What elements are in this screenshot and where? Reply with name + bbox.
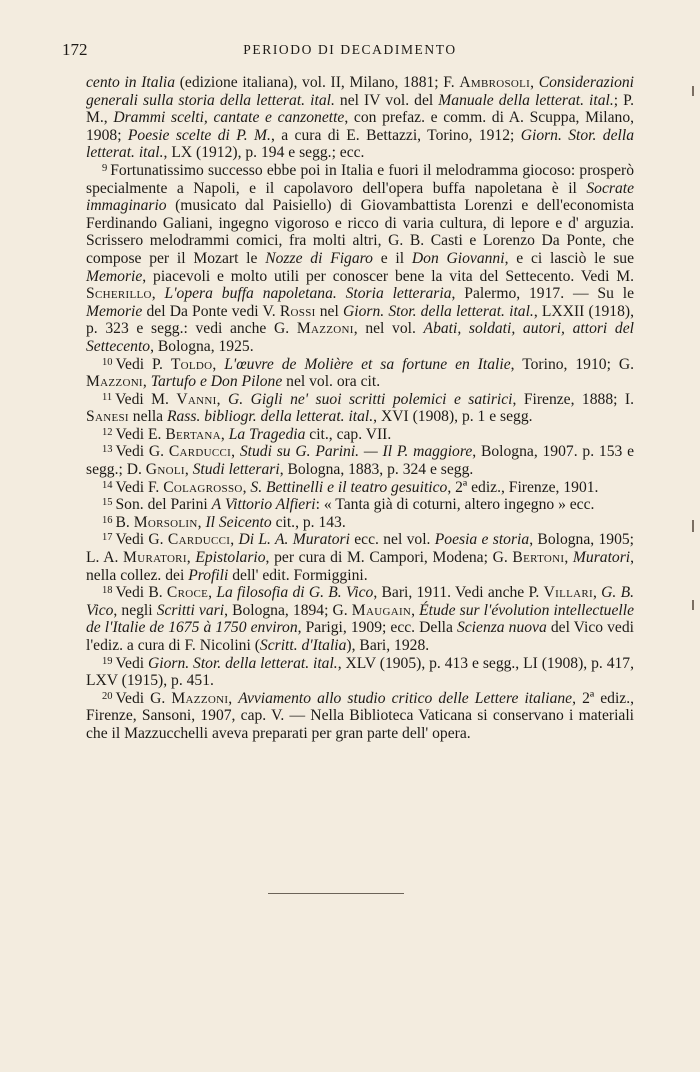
author-name: Bertoni xyxy=(512,549,565,567)
note-text: , Firenze, 1888; I. xyxy=(512,390,634,408)
note-text: del Vico vedi l'ediz. a cura di F. Nicolini ( xyxy=(86,619,634,654)
note-text: , nel vol. xyxy=(353,320,424,338)
footnote-17 xyxy=(86,531,634,584)
note-text: , Parigi, 1909; ecc. Della xyxy=(297,619,457,637)
note-text: , xyxy=(197,513,206,531)
footnote-number: 14 xyxy=(102,479,113,491)
running-head: PERIODO DI DECADIMENTO xyxy=(243,42,457,57)
note-text: , 2ª ediz., Firenze, 1901. xyxy=(447,478,599,496)
note-text: Vedi xyxy=(115,654,148,672)
author-name: Scherillo xyxy=(86,285,152,303)
note-text: , Torino, 1910; G. xyxy=(510,355,635,373)
note-text: , xyxy=(208,584,217,602)
author-name: Vanni xyxy=(176,390,217,408)
author-name: Rossi xyxy=(279,302,316,320)
note-text: , con prefaz. e comm. di A. Scuppa, Milano, 1908; xyxy=(86,109,635,144)
italic-title: Scritti vari xyxy=(156,601,225,619)
edge-mark xyxy=(692,600,694,610)
note-text: Fortunatissimo successo ebbe poi in Italia e fuori il melodramma giocoso: prosperò specialmente a Napoli, e il capolavoro dell'opera buffa napoletana è il xyxy=(86,161,634,197)
author-name: Sanesi xyxy=(86,408,129,426)
italic-title: Étude sur l'évolution intellectuelle de l'Italie de 1675 à 1750 environ xyxy=(86,601,634,637)
note-text: cit., cap. VII. xyxy=(305,425,392,443)
italic-title: Giorn. Stor. della letterat. ital. xyxy=(86,126,634,162)
footnote-number: 15 xyxy=(102,497,113,509)
footnote-number: 19 xyxy=(102,655,113,667)
note-text: , 2ª ediz., Firenze, Sansoni, 1907, cap. V. — Nella Biblioteca Vaticana si conservano i materiali che il Mazzucchelli aveva preparati per gran parte dell' opera. xyxy=(86,689,635,742)
author-name: Carducci xyxy=(168,443,232,461)
note-text: B. xyxy=(115,513,134,531)
italic-title: cento in Italia xyxy=(86,74,176,91)
note-text: , xyxy=(230,531,239,549)
note-text: , xyxy=(151,285,165,303)
note-text: nel IV vol. del xyxy=(334,91,439,109)
author-name: Muratori xyxy=(123,549,187,567)
footnote-16 xyxy=(86,514,634,532)
footnotes-block xyxy=(86,74,634,743)
footnote-18 xyxy=(86,584,634,654)
author-name: Bertana xyxy=(165,425,221,443)
author-name: Mazzoni xyxy=(86,373,143,391)
note-text: Vedi B. xyxy=(115,584,167,602)
edge-mark xyxy=(692,520,694,532)
italic-title: L'œuvre de Molière et sa fortune en Italie xyxy=(224,355,511,373)
italic-title: Il Seicento xyxy=(205,513,272,531)
footnote-13 xyxy=(86,443,634,478)
note-text: , Bologna, 1925. xyxy=(150,337,254,355)
page-header xyxy=(62,40,638,64)
note-text: , xyxy=(242,478,251,496)
note-text: , XLV (1905), p. 413 e segg., LI (1908), p. 417, LXV (1915), p. 451. xyxy=(86,654,634,690)
note-text: , e ci lasciò le sue xyxy=(504,249,634,267)
italic-title: G. B. Vico xyxy=(86,584,635,619)
note-text: Vedi G. xyxy=(115,531,168,549)
italic-title: Drammi scelti, cantate e canzonette xyxy=(113,109,345,127)
author-name: Colagrosso xyxy=(163,478,243,496)
italic-title: Poesia e storia xyxy=(434,531,530,549)
footnote-12 xyxy=(86,426,634,444)
note-text: , xyxy=(228,689,239,707)
italic-title: Memorie xyxy=(86,267,143,285)
note-text: , xyxy=(142,373,151,391)
italic-title: A Vittorio Alfieri xyxy=(211,496,316,514)
note-text: , xyxy=(231,443,240,461)
note-text: , LXXII (1918), p. 323 e segg.: vedi anche G. xyxy=(86,302,634,338)
italic-title: Poesie scelte di P. M. xyxy=(127,126,271,144)
footnote-number: 16 xyxy=(102,514,113,526)
end-rule xyxy=(268,893,404,894)
note-text: , per cura di M. Campori, Modena; G. xyxy=(265,549,513,567)
note-text: ; P. M., xyxy=(86,91,634,127)
note-text: , a cura di E. Bettazzi, Torino, 1912; xyxy=(270,126,521,144)
note-text: , Bologna, 1905; L. A. xyxy=(86,531,634,567)
footnote-number: 10 xyxy=(102,356,113,368)
italic-title: Scienza nuova xyxy=(456,619,547,637)
note-text: (musicato dal Paisiello) di Giovambattista Lorenzi e dell'economista Ferdinando Galiani, ingegno vigoroso e ricco di varia cultura, di lepore e d' arguzia. Scrissero melodrammi comici, fra molti altri, G. B. Casti e Lorenzo Da Ponte, che compose per il Mozart le xyxy=(86,197,634,267)
note-text: , Palermo, 1917. — Su le xyxy=(451,285,634,303)
footnote-number: 9 xyxy=(102,162,108,174)
italic-title: Considerazioni generali sulla storia della letterat. ital. xyxy=(86,74,635,109)
note-text: , Bari, 1911. Vedi anche P. xyxy=(373,584,544,602)
footnote-number: 20 xyxy=(102,690,113,702)
author-name: Croce xyxy=(166,584,209,602)
note-text: , xyxy=(186,549,196,567)
edge-mark xyxy=(692,86,694,96)
page-number: 172 xyxy=(62,40,88,59)
footnote-10 xyxy=(86,356,634,391)
footnote-number: 17 xyxy=(102,532,113,544)
italic-title: Giorn. Stor. della letterat. ital. xyxy=(342,302,534,320)
author-name: Carducci xyxy=(167,531,231,549)
note-text: Vedi E. xyxy=(115,425,166,443)
italic-title: La Tragedia xyxy=(228,425,306,443)
note-text: Vedi F. xyxy=(115,478,164,496)
footnote-number: 13 xyxy=(102,444,113,456)
footnote-continuation xyxy=(86,74,634,162)
author-name: Mazzoni xyxy=(171,689,229,707)
note-text: , LX (1912), p. 194 e segg.; ecc. xyxy=(163,144,365,162)
italic-title: Di L. A. Muratori xyxy=(238,531,350,549)
note-text: , xyxy=(212,355,225,373)
note-text: (edizione italiana), vol. II, Milano, 1881; F. xyxy=(175,74,460,91)
note-text: Vedi M. xyxy=(115,390,177,408)
note-text: , xyxy=(220,425,229,443)
note-text: , xyxy=(411,601,420,619)
footnote-19 xyxy=(86,655,634,690)
italic-title: Manuale della letterat. ital. xyxy=(438,91,614,109)
italic-title: Muratori xyxy=(572,549,631,567)
note-text: e il xyxy=(372,249,412,267)
note-text: , xyxy=(530,74,539,91)
note-text: cit., p. 143. xyxy=(271,513,346,531)
note-text: ), Bari, 1928. xyxy=(346,637,430,654)
footnote-14 xyxy=(86,479,634,497)
note-text: , xyxy=(593,584,602,602)
footnote-number: 11 xyxy=(102,391,113,403)
italic-title: Abati, soldati, autori, attori del Settecento xyxy=(86,320,634,355)
italic-title: Socrate immaginario xyxy=(86,179,634,215)
note-text: del Da Ponte vedi V. xyxy=(142,302,280,320)
italic-title: Giorn. Stor. della letterat. ital. xyxy=(147,654,338,672)
italic-title: La filosofia di G. B. Vico xyxy=(216,584,374,602)
italic-title: L'opera buffa napoletana. Storia letteraria xyxy=(164,285,452,303)
italic-title: Epistolario xyxy=(195,549,266,567)
footnote-9 xyxy=(86,162,634,356)
footnote-20 xyxy=(86,690,634,743)
italic-title: Don Giovanni xyxy=(411,249,505,267)
italic-title: S. Bettinelli e il teatro gesuitico xyxy=(250,478,448,496)
note-text: , xyxy=(564,549,573,567)
author-name: Maugain xyxy=(351,601,412,619)
note-text: Vedi G. xyxy=(115,443,169,461)
italic-title: Studi letterari xyxy=(192,461,280,479)
author-name: Villari xyxy=(543,584,593,602)
note-text: nel xyxy=(315,302,343,320)
italic-title: Nozze di Figaro xyxy=(265,249,373,267)
note-text: , Bologna, 1883, p. 324 e segg. xyxy=(279,461,474,479)
note-text: Vedi G. xyxy=(115,689,172,707)
note-text: , Bologna, 1894; G. xyxy=(224,601,352,619)
italic-title: Rass. bibliogr. della letterat. ital. xyxy=(166,408,374,426)
note-text: , xyxy=(184,461,193,479)
footnote-number: 18 xyxy=(102,585,113,597)
note-text: Son. del Parini xyxy=(115,496,212,514)
note-text: , nella collez. dei xyxy=(86,549,635,584)
note-text: , piacevoli e molto utili per conoscer bene la vita del Settecento. Vedi M. xyxy=(142,267,634,285)
note-text: nella xyxy=(128,408,167,426)
author-name: Gnoli xyxy=(145,461,185,479)
italic-title: Studi su G. Parini. — Il P. maggiore xyxy=(239,443,473,461)
note-text: nel vol. ora cit. xyxy=(282,373,381,391)
author-name: Ambrosoli xyxy=(459,74,531,91)
italic-title: Profili xyxy=(188,566,229,584)
italic-title: G. Gigli ne' suoi scritti polemici e satirici xyxy=(227,390,513,408)
italic-title: Scritt. d'Italia xyxy=(259,637,347,654)
note-text: dell' edit. Formiggini. xyxy=(228,566,368,584)
note-text: : « Tanta già di coturni, altero ingegno » ecc. xyxy=(315,496,595,514)
italic-title: Tartufo e Don Pilone xyxy=(150,373,283,391)
footnote-11 xyxy=(86,391,634,426)
italic-title: Memorie xyxy=(86,302,143,320)
italic-title: Avviamento allo studio critico delle Lettere italiane xyxy=(238,689,573,707)
note-text: , XVI (1908), p. 1 e segg. xyxy=(373,408,533,426)
author-name: Toldo xyxy=(170,355,213,373)
author-name: Mazzoni xyxy=(296,320,354,338)
footnote-number: 12 xyxy=(102,426,113,438)
footnote-15 xyxy=(86,496,634,514)
author-name: Morsolin xyxy=(133,513,198,531)
note-text: , Bologna, 1907. p. 153 e segg.; D. xyxy=(86,443,635,479)
note-text: Vedi P. xyxy=(115,355,171,373)
note-text: ecc. nel vol. xyxy=(349,531,435,549)
note-text: , negli xyxy=(113,601,157,619)
note-text: , xyxy=(216,390,228,408)
